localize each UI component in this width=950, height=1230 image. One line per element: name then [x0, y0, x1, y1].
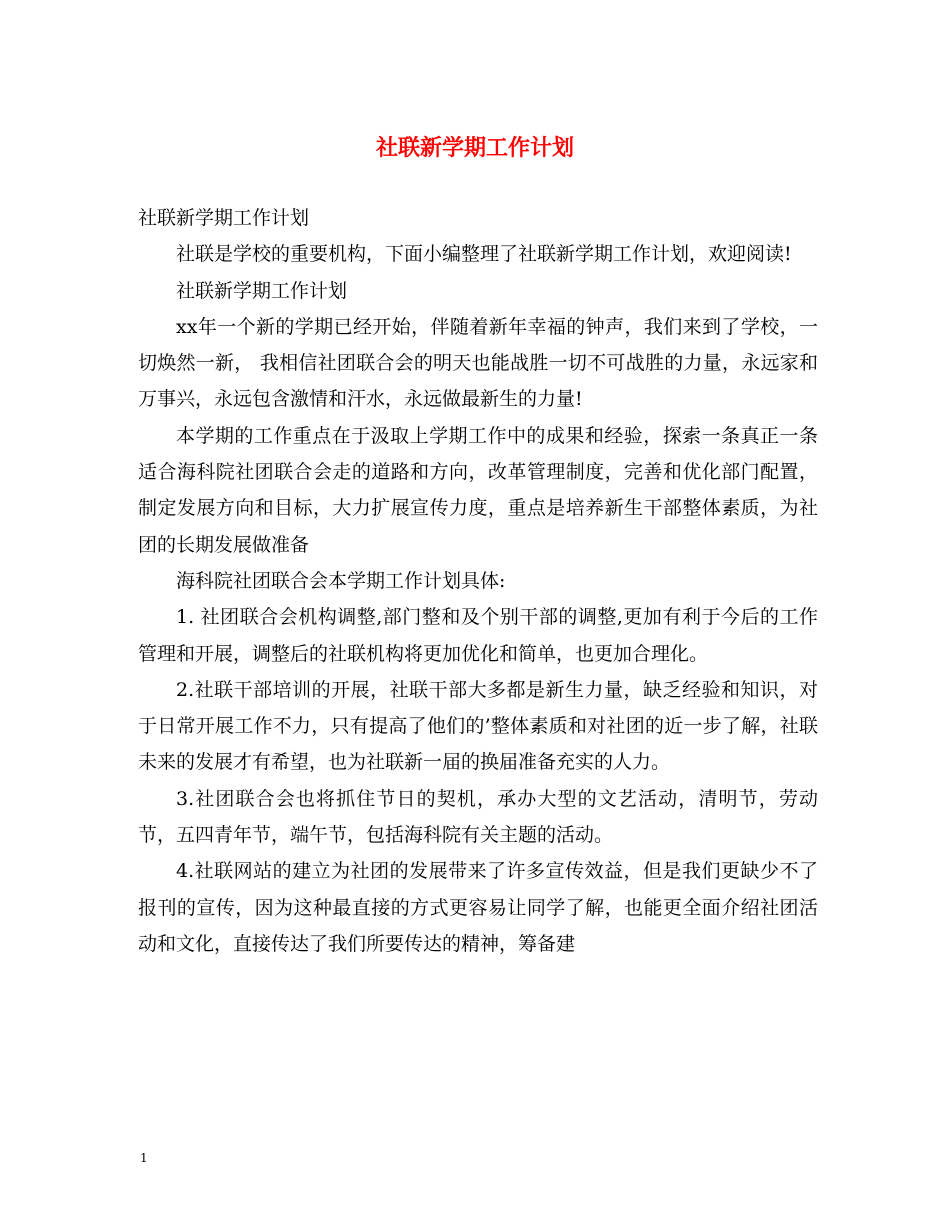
paragraph-item-2: 2.社联干部培训的开展，社联干部大多都是新生力量，缺乏经验和知识，对于日常开展工作不力，只有提高了他们的’整体素质和对社团的近一步了解，社联未来的发展才有希望，也为社联新一届的换届准备充实的人力。 — [138, 678, 818, 774]
paragraph-heading: 社联新学期工作计划 — [138, 207, 310, 229]
paragraph-focus: 本学期的工作重点在于汲取上学期工作中的成果和经验，探索一条真正一条适合海科院社团联合会走的道路和方向，改革管理制度，完善和优化部门配置，制定发展方向和目标，大力扩展宣传力度，重点是培养新生干部整体素质，为社团的长期发展做准备 — [138, 424, 818, 556]
paragraph-item-1: 1. 社团联合会机构调整,部门整和及个别干部的调整,更加有利于今后的工作管理和开展，调整后的社联机构将更加优化和简单，也更加合理化。 — [138, 606, 818, 665]
document-title: 社联新学期工作计划 — [375, 135, 574, 161]
page-number: 1 — [140, 1151, 148, 1165]
paragraph-opening: xx年一个新的学期已经开始，伴随着新年幸福的钟声，我们来到了学校，一切焕然一新， 我相信社团联合会的明天也能战胜一切不可战胜的力量，永远家和万事兴，永远包含激情和汗水，永远做最新生的力量! — [138, 315, 818, 411]
paragraph-intro: 社联是学校的重要机构，下面小编整理了社联新学期工作计划，欢迎阅读! — [176, 243, 792, 266]
document-body — [138, 200, 818, 962]
paragraph-plan-intro: 海科院社团联合会本学期工作计划具体: — [176, 569, 506, 592]
paragraph-item-3: 3.社团联合会也将抓住节日的契机，承办大型的文艺活动，清明节，劳动节，五四青年节，端午节，包括海科院有关主题的活动。 — [138, 787, 818, 847]
paragraph-subheading: 社联新学期工作计划 — [176, 279, 348, 302]
paragraph-item-4: 4.社联网站的建立为社团的发展带来了许多宣传效益，但是我们更缺少不了报刊的宣传，因为这种最直接的方式更容易让同学了解，也能更全面介绍社团活动和文化，直接传达了我们所要传达的精神，筹备建 — [138, 860, 818, 955]
